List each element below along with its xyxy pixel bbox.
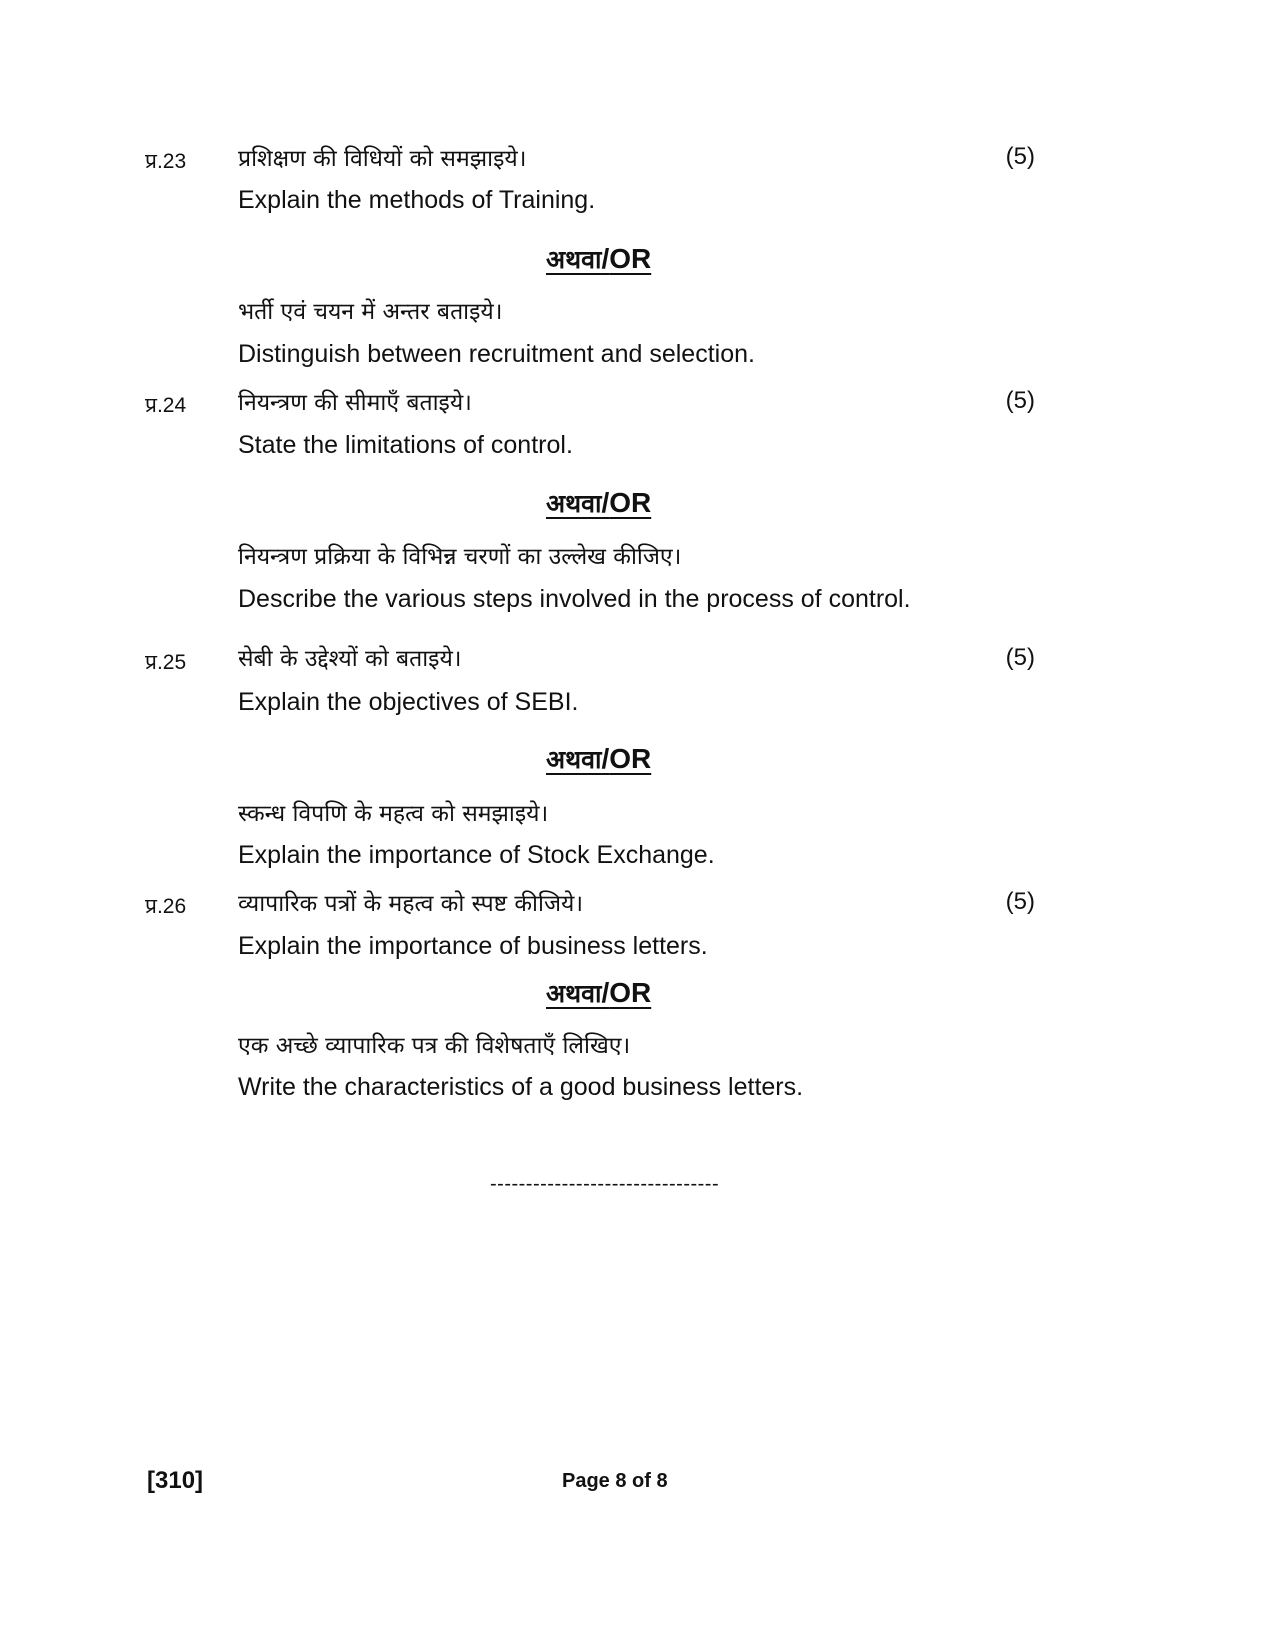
paper-code: [310] <box>147 1467 204 1494</box>
or-separator-25 <box>546 742 651 776</box>
question-26-marks: (5) <box>1005 888 1035 915</box>
question-number-23: प्र.23 <box>145 150 187 173</box>
or-slash: / <box>601 977 610 1008</box>
question-26-hindi: व्यापारिक पत्रों के महत्व को स्पष्ट कीजिये। <box>238 891 584 917</box>
question-24-alt-english: Describe the various steps involved in the process of control. <box>238 585 911 613</box>
question-26-alt-english: Write the characteristics of a good business letters. <box>238 1073 804 1101</box>
question-23-hindi: प्रशिक्षण की विधियों को समझाइये। <box>238 146 527 172</box>
question-23-alt-english: Distinguish between recruitment and selection. <box>238 340 755 368</box>
or-separator-26 <box>546 976 651 1010</box>
question-26-english: Explain the importance of business letters. <box>238 932 708 960</box>
page-number: Page 8 of 8 <box>562 1470 668 1492</box>
or-hindi: अथवा <box>546 489 602 518</box>
question-25-alt-hindi: स्कन्ध विपणि के महत्व को समझाइये। <box>238 801 549 827</box>
question-24-hindi: नियन्त्रण की सीमाएँ बताइये। <box>238 390 472 416</box>
question-23-english: Explain the methods of Training. <box>238 186 596 214</box>
end-divider: -------------------------------- <box>490 1173 720 1195</box>
question-25-english: Explain the objectives of SEBI. <box>238 688 579 716</box>
or-slash: / <box>601 743 610 774</box>
or-slash: / <box>601 487 610 518</box>
question-23-marks: (5) <box>1005 143 1035 170</box>
question-number-25: प्र.25 <box>145 651 187 674</box>
question-23-alt-hindi: भर्ती एवं चयन में अन्तर बताइये। <box>238 299 503 325</box>
question-26-alt-hindi: एक अच्छे व्यापारिक पत्र की विशेषताएँ लिखिए। <box>238 1033 631 1059</box>
question-25-hindi: सेबी के उद्देश्यों को बताइये। <box>238 646 462 672</box>
or-hindi: अथवा <box>546 245 602 274</box>
or-hindi: अथवा <box>546 745 602 774</box>
or-separator-23 <box>546 242 651 276</box>
or-english: OR <box>609 243 652 274</box>
question-24-marks: (5) <box>1005 387 1035 414</box>
or-english: OR <box>609 487 652 518</box>
question-number-24: प्र.24 <box>145 394 187 417</box>
question-number-26: प्र.26 <box>145 895 187 918</box>
or-separator-24 <box>546 486 651 520</box>
or-hindi: अथवा <box>546 979 602 1008</box>
or-english: OR <box>609 977 652 1008</box>
question-24-alt-hindi: नियन्त्रण प्रक्रिया के विभिन्न चरणों का उल्लेख कीजिए। <box>238 544 682 570</box>
or-english: OR <box>609 743 652 774</box>
question-25-alt-english: Explain the importance of Stock Exchange. <box>238 841 715 869</box>
or-slash: / <box>601 243 610 274</box>
question-24-english: State the limitations of control. <box>238 431 573 459</box>
question-25-marks: (5) <box>1005 644 1035 671</box>
